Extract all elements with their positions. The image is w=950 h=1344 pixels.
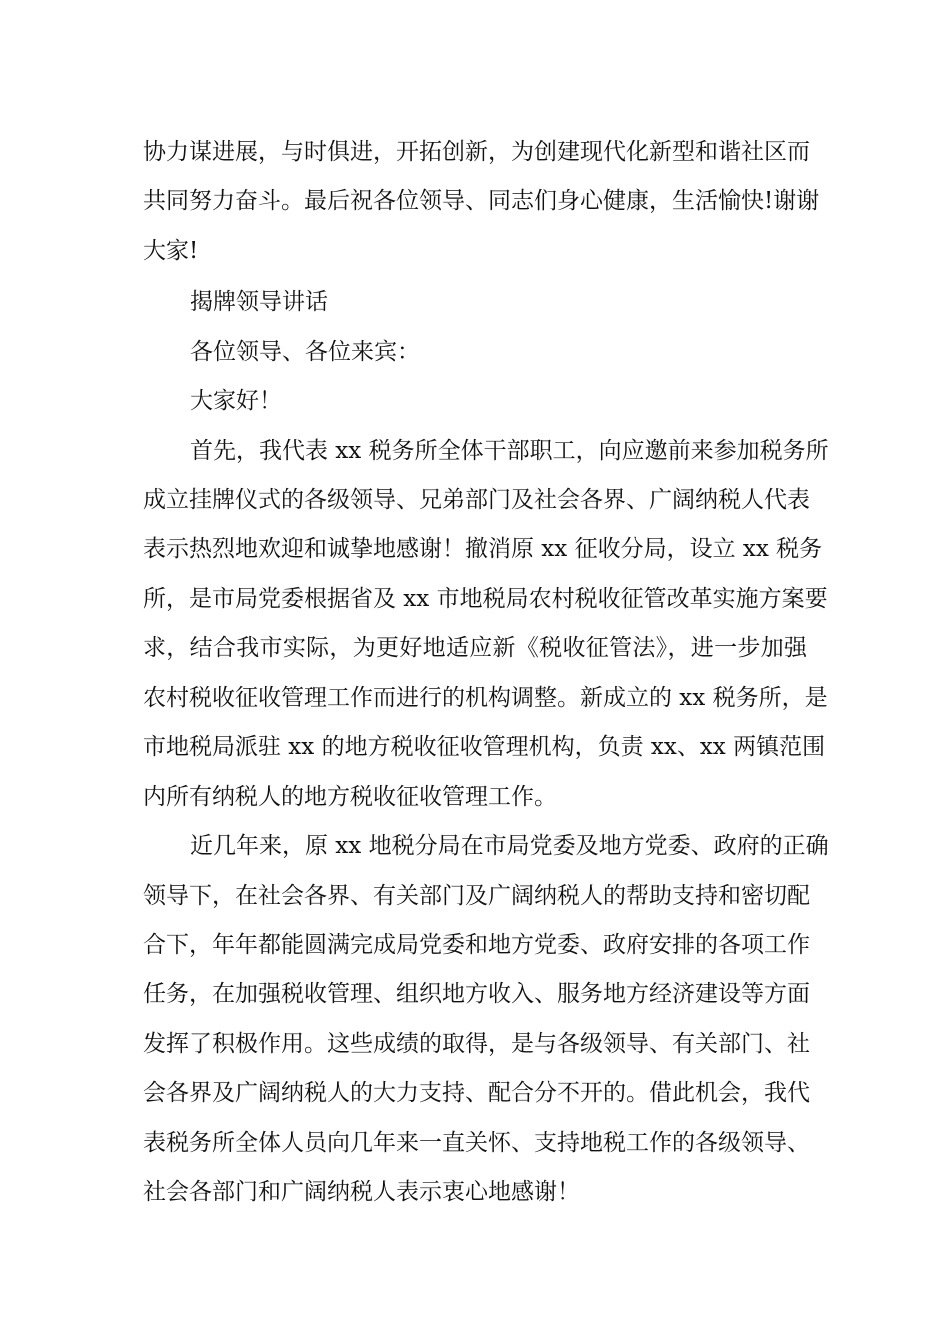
text-line: 表税务所全体人员向几年来一直关怀、支持地税工作的各级领导、 — [143, 1130, 810, 1156]
text-line: 社会各部门和广阔纳税人表示衷心地感谢！ — [143, 1179, 580, 1205]
text-line: 首先，我代表 xx 税务所全体干部职工，向应邀前来参加税务所 — [190, 438, 829, 464]
text-line: 内所有纳税人的地方税收征收管理工作。 — [143, 784, 557, 810]
greeting: 大家好！ — [190, 388, 282, 414]
text-line: 近几年来，原 xx 地税分局在市局党委及地方党委、政府的正确 — [190, 833, 829, 859]
text-line: 成立挂牌仪式的各级领导、兄弟部门及社会各界、广阔纳税人代表 — [143, 487, 810, 513]
text-line: 市地税局派驻 xx 的地方税收征收管理机构，负责 xx、xx 两镇范围 — [143, 734, 826, 760]
text-line: 领导下，在社会各界、有关部门及广阔纳税人的帮助支持和密切配 — [143, 883, 810, 909]
text-line: 会各界及广阔纳税人的大力支持、配合分不开的。借此机会，我代 — [143, 1080, 810, 1106]
text-line: 大家! — [143, 238, 199, 264]
text-line: 共同努力奋斗。最后祝各位领导、同志们身心健康，生活愉快!谢谢 — [143, 188, 820, 214]
text-line: 合下，年年都能圆满完成局党委和地方党委、政府安排的各项工作 — [143, 932, 810, 958]
text-line: 发挥了积极作用。这些成绩的取得，是与各级领导、有关部门、社 — [143, 1031, 810, 1057]
text-line: 农村税收征收管理工作而进行的机构调整。新成立的 xx 税务所，是 — [143, 685, 828, 711]
text-line: 任务，在加强税收管理、组织地方收入、服务地方经济建设等方面 — [143, 981, 810, 1007]
salutation: 各位领导、各位来宾： — [190, 339, 420, 365]
text-line: 求，结合我市实际，为更好地适应新《税收征管法》，进一步加强 — [143, 635, 807, 661]
speech-title: 揭牌领导讲话 — [190, 289, 328, 315]
text-line: 表示热烈地欢迎和诚挚地感谢！撤消原 xx 征收分局，设立 xx 税务 — [143, 536, 823, 562]
text-line: 协力谋进展，与时俱进，开拓创新，为创建现代化新型和谐社区而 — [143, 139, 810, 165]
text-line: 所，是市局党委根据省及 xx 市地税局农村税收征管改革实施方案要 — [143, 586, 828, 612]
